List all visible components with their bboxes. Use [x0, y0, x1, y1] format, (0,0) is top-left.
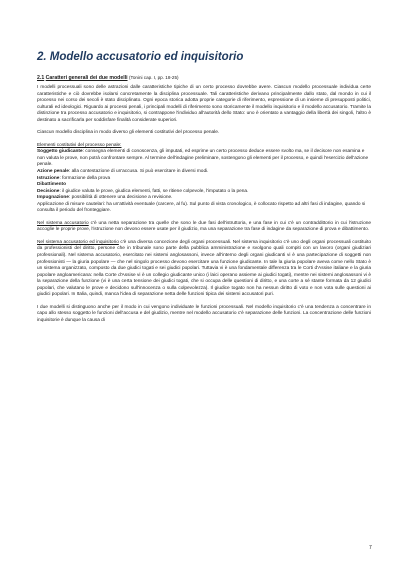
list-item: Decisione: il giudice valuta le prove, giudica elementi, fatti, se ritiene colpevole, l'imputato o la pena.: [37, 188, 249, 194]
list-item: Dibattimento: [37, 182, 67, 188]
page-content: [37, 50, 371, 331]
chapter-title: 2. Modello accusatorio ed inquisitorio: [37, 51, 244, 63]
elements-list: [37, 143, 371, 215]
list-item: Impugnazione: possibilità di ottenere una decisione a revisione.: [37, 195, 173, 201]
list-item: Azione penale: alla contestazione di un'accusa. Si può esercitare in diversi modi.: [37, 169, 209, 175]
section-reference: (Tonini cap. I, pp. 18-25): [129, 75, 179, 80]
list-closing: Applicazione di misure cautelari: ha un'attività eventuale (carcere, al fu). Sul punto di vista cronologico, è collocato rispetto ad altri fasi di indagine, quando si consulta il periodo del fronteggiare.: [37, 201, 366, 214]
paragraph-accusatory: Nel sistema accusatorio c'è una netta separazione tra quelle che sono le due fasi dell'istruttoria, e una fase in cui c'è un contraddittorio in cui l'istruzione accoglie le proprie prove, l'istruzione non devono essere usate per il giudizio, ma una separazione tra fase di indagine da separazione di prova e dibattimento.: [37, 220, 371, 233]
paragraph-functions: I due modelli si distinguono anche per il modo in cui vengono individuate le funzioni processuali. Nel modello inquisitorio c'è una tendenza a concentrare in capo allo stesso soggetto le funzioni dell'accusa e del giudizio, mentre nel modello accusatorio c'è separazione delle funzioni. La concentrazione delle funzioni inquisitorie è dunque la causa di: [37, 304, 371, 323]
elements-heading: Elementi costitutivi del processo penale:: [37, 142, 122, 148]
page-number: 7: [369, 545, 372, 551]
paragraph-organs: Nel sistema accusatorio ed inquisitorio c'è una diversa concezione degli organi processuali. Nel sistema inquisitorio c'è uno degli organi processuali costituito da professionisti del diritto, persone che in tribunale sono parte della pubblica amministrazione e svolgono quali compiti con un lavoro (organi giudiziari professionali). Nel sistema accusatorio, esercitato nei sistemi anglosassoni, invece all'interno degli organi giudicanti vi è una partecipazione di soggetti non professionisti — la giuria popolare — che nel singolo processo devono esercitare una funzione giudicante. In tale la giuria popolare aveva come nello Stato è un sistema organizzato, composto da due giudici togati e sei giudici popolari. Tuttavia vi è una fondamentale differenza tra le Corti d'Assise italiane e la giuria popolare angloamericana: nella Corte d'Assise vi è un collegio giudicante unico (i laici operano assieme ai giudici togati), mentre nei sistemi anglosassoni vi è la separazione della funzione (vi è una certa tensione dei giudici togati, che si occupa delle questioni di diritto, e una corte a sé stante formata da 12 giudici popolari, che valutano le prove e decidono sull'innocenza o sulla colpevolezza). Il giudice togato non ha nessun diritto di voto e non vota sulle questioni ai giudici popolari. In Italia, quindi, manca l'idea di separazione netta delle funzioni tipica dei sistemi accusatori puri.: [37, 239, 371, 298]
section-heading: [37, 74, 371, 82]
section-title: Caratteri generali dei due modelli: [45, 75, 128, 81]
list-item: Soggetto giudicante: consegna elementi di conoscenza, gli imputati, ed esprime un certo processo deduce essere svolto ma, se il decisore non esamina e non valuta le prove, non potrà confrontare sempre. Al termine dell'indagine preliminare, sostengono gli elementi per il processo, e quindi l'esercizio dell'azione penale.: [37, 149, 369, 168]
section-number: 2.1: [37, 75, 45, 81]
list-item: Istruzione: formazione della prova: [37, 175, 111, 181]
paragraph-lead: Ciascun modello disciplina in modo diverso gli elementi costitutivi del processo penale.: [37, 130, 220, 136]
paragraph-intro: I modelli processuali sono delle astrazioni dalle caratteristiche tipiche di un certo processo dovrebbe avere. Ciascun modello processuale individua certe caratteristiche e ciò dovrebbe isolarsi concretamente la disciplina processuale. Tali caratteristiche derivano principalmente dallo stato, dal mondo in cui il processo nei corso dei secoli è stato disciplinato. Ogni epoca storica adotta proprie categorie di riferimento, espressione di un insieme di presupposti politici, culturali ed ideologici. Riguardo ai processi penali, i principali modelli di riferimento sono storicamente il modello inquisitorio e il modello accusatorio. Tramite la distinzione tra processo accusatorio e inquisitorio, si contrappone l'individuo all'autorità dello Stato: uno è orientato a vantaggio della libertà dei singoli, l'altro è destinato a sacrificarla per soddisfare finalità considerate superiori.: [37, 85, 371, 123]
